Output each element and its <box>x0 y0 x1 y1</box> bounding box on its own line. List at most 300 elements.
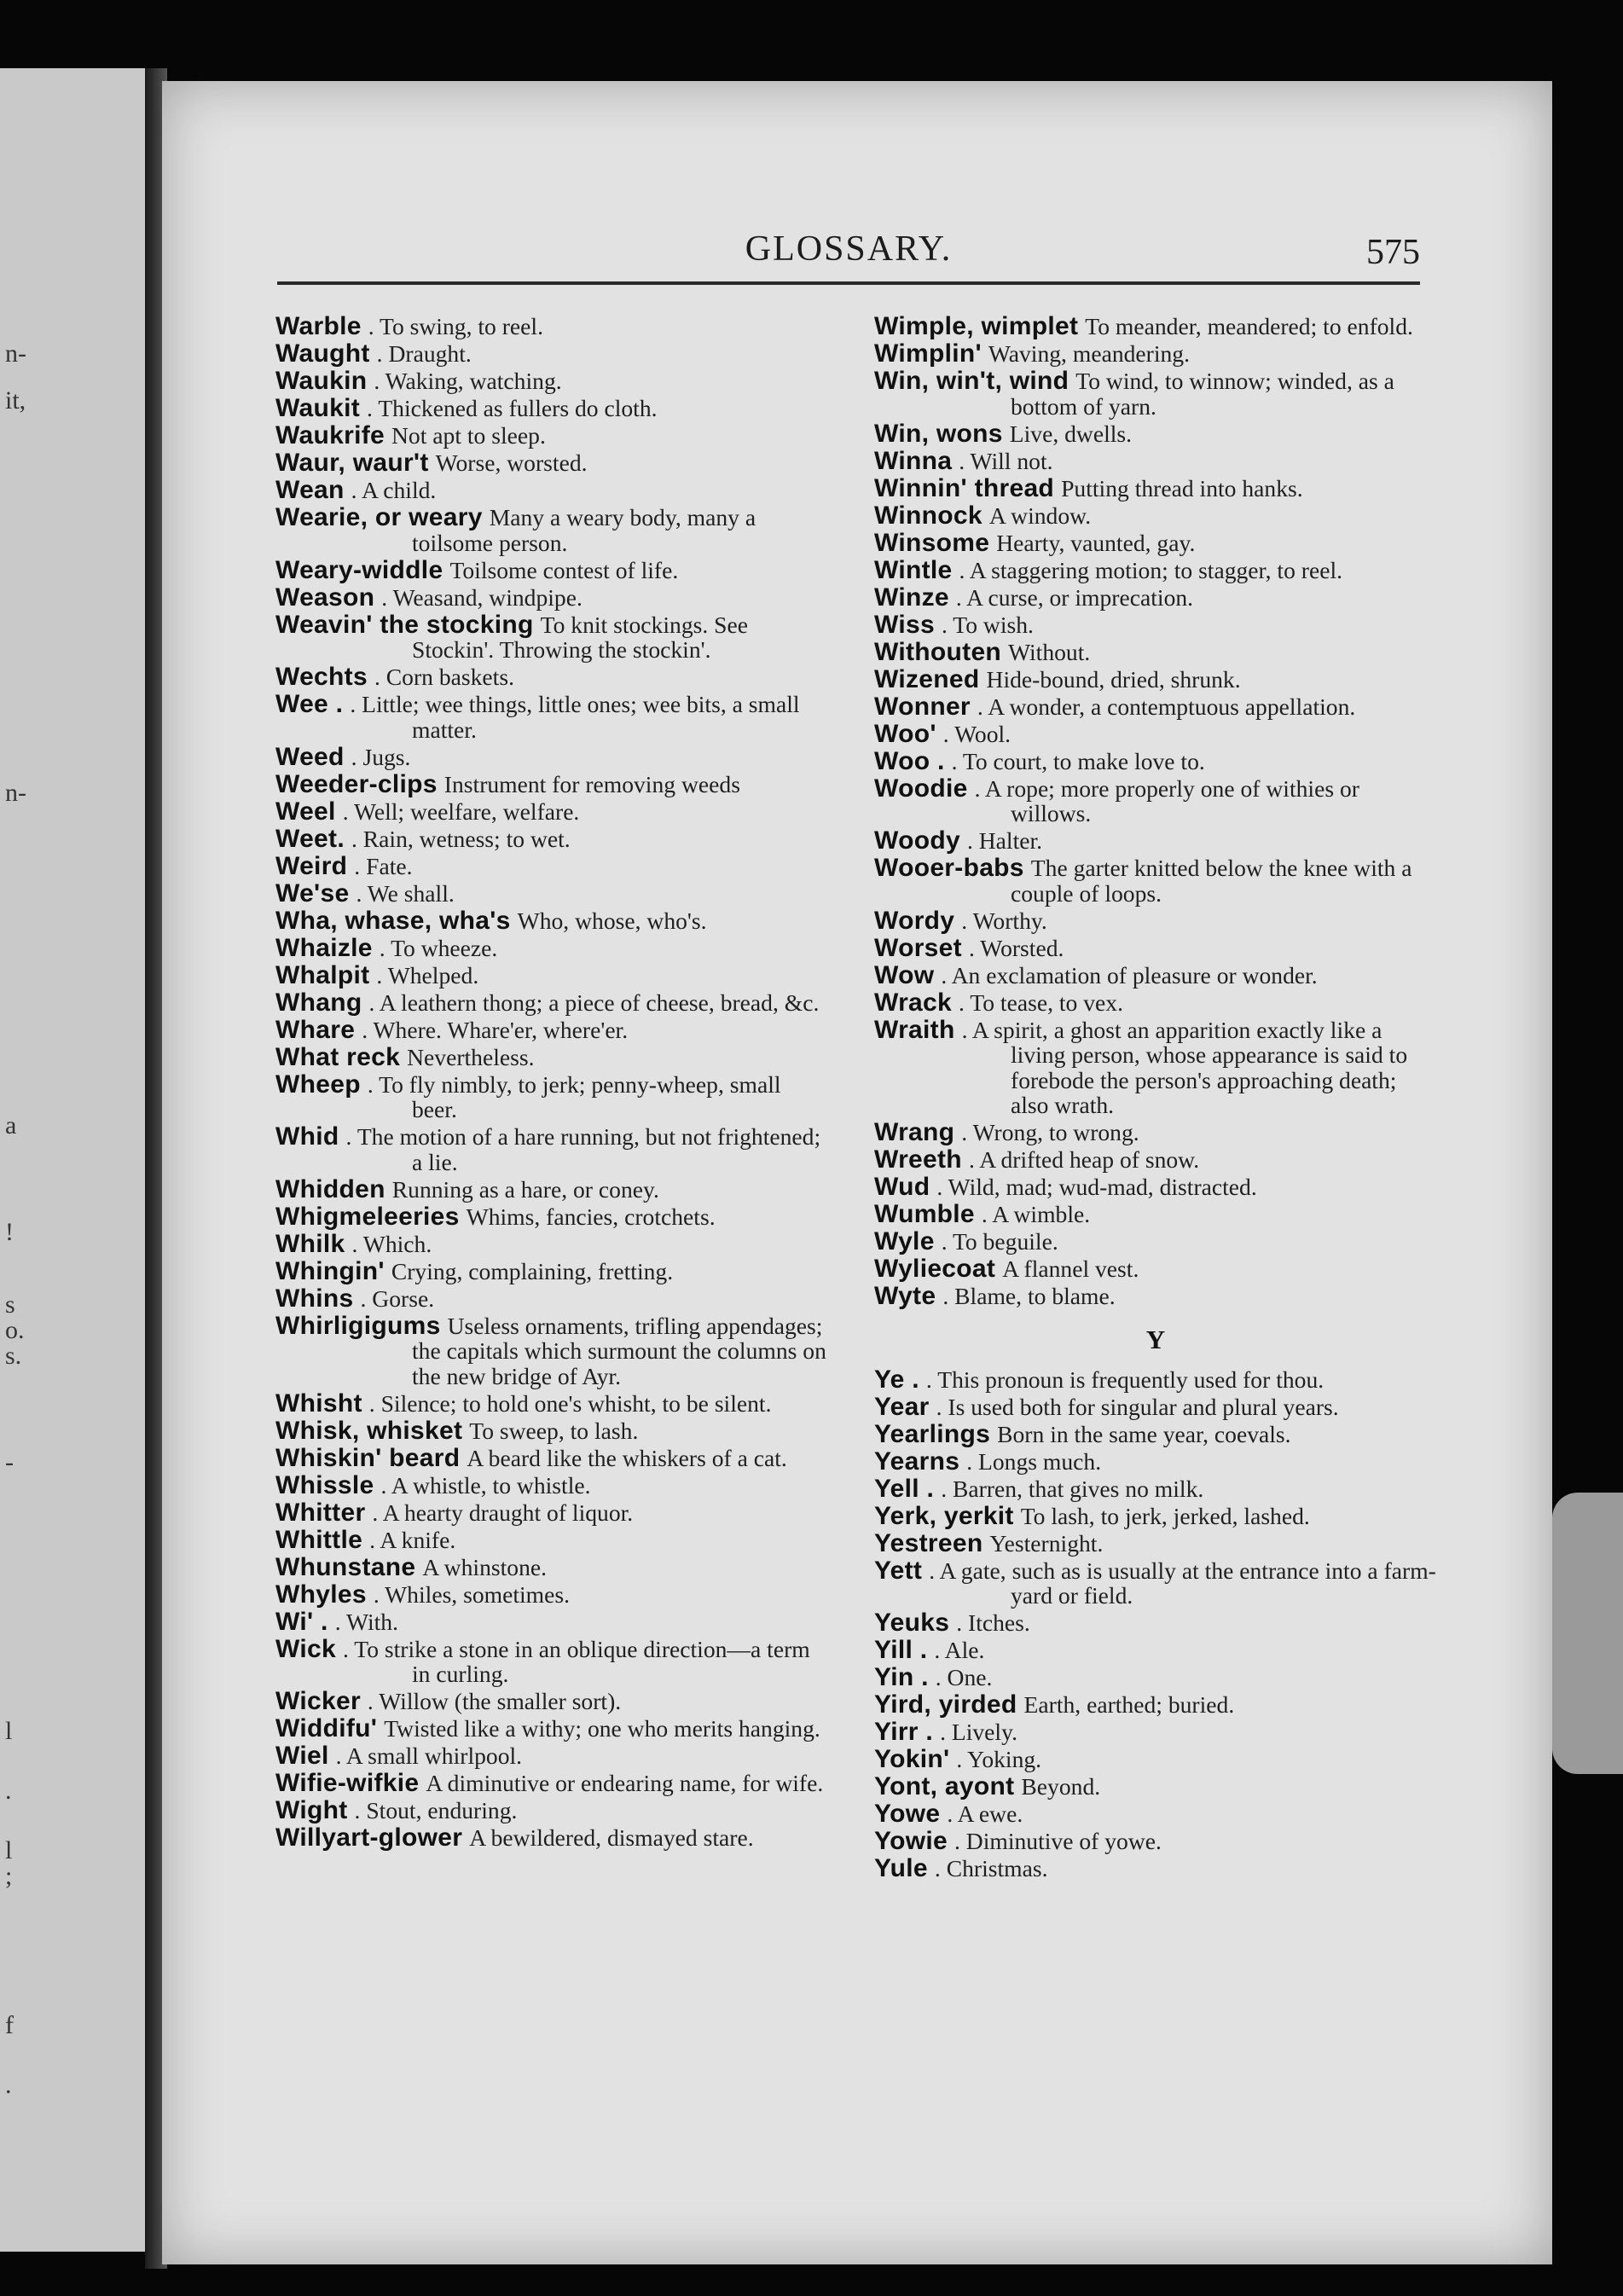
definition: . Silence; to hold one's whisht, to be silent. <box>368 1389 772 1417</box>
glossary-entry <box>874 1394 1437 1420</box>
section-heading-y: Y <box>1145 1324 1166 1354</box>
definition: Live, dwells. <box>1009 420 1133 447</box>
headword: Whaizle <box>275 933 373 962</box>
definition: . To fly nimbly, to jerk; penny-wheep, small beer. <box>367 1070 781 1122</box>
definition: . This pronoun is frequently used for thou. <box>925 1365 1324 1393</box>
next-page-edge <box>1552 1493 1623 1774</box>
definition: Whims, fancies, crotchets. <box>466 1203 716 1230</box>
glossary-entry <box>874 528 1437 557</box>
definition: . With. <box>334 1608 398 1635</box>
glossary-entry <box>874 1774 1437 1800</box>
definition: . Worsted. <box>968 934 1064 961</box>
glossary-entry <box>874 1229 1437 1255</box>
facing-page-fragment: o. <box>5 1316 25 1344</box>
glossary-entry <box>874 1801 1437 1827</box>
headword: Wha, whase, wha's <box>275 906 511 935</box>
headword: Wifie-wifkie <box>275 1769 420 1797</box>
definition: . A leathern thong; a piece of cheese, bread, &c. <box>368 989 820 1016</box>
headword: Yird, yirded <box>874 1690 1017 1719</box>
glossary-entry <box>874 612 1437 638</box>
definition: . Wild, mad; wud-mad, distracted. <box>936 1174 1257 1200</box>
definition: . A wonder, a contemptuous appellation. <box>977 693 1356 720</box>
definition: Many a weary body, many a toilsome person. <box>412 504 756 556</box>
definition: Worse, worsted. <box>435 449 588 476</box>
glossary-entry <box>275 1286 830 1312</box>
glossary-entry <box>874 314 1437 339</box>
glossary-entry <box>275 1500 830 1526</box>
definition: . A wimble. <box>981 1201 1091 1227</box>
definition: Without. <box>1008 638 1091 665</box>
headword: Wight <box>275 1796 348 1824</box>
headword: Woodie <box>874 774 968 803</box>
glossary-entry <box>874 585 1437 611</box>
glossary-entry <box>874 1719 1437 1745</box>
glossary-entry <box>874 960 1437 989</box>
definition: . Ale. <box>934 1637 985 1663</box>
glossary-entry <box>275 1174 830 1203</box>
definition: . A knife. <box>369 1526 456 1553</box>
headword: Winze <box>874 583 949 612</box>
glossary-entry <box>874 421 1437 447</box>
headword: Whid <box>275 1122 339 1151</box>
headword: Worset <box>874 933 962 962</box>
headword: Win, win't, wind <box>874 367 1069 395</box>
glossary-entry <box>874 1665 1437 1690</box>
headword: Wrang <box>874 1118 955 1146</box>
definition: . Is used both for singular and plural years. <box>936 1393 1339 1420</box>
glossary-entry <box>275 1256 830 1285</box>
glossary-entry <box>275 1229 830 1258</box>
glossary-entry <box>275 990 830 1016</box>
glossary-entry <box>275 878 830 907</box>
glossary-entry <box>874 1015 1437 1118</box>
definition: . To tease, to vex. <box>959 989 1123 1016</box>
definition: . A ewe. <box>947 1800 1023 1827</box>
definition: Toilsome contest of life. <box>449 556 679 583</box>
headword: Yule <box>874 1854 928 1882</box>
definition: The garter knitted below the knee with a couple of loops. <box>1011 855 1412 907</box>
definition: Useless ornaments, trifling appendages; the capitals which surmount the columns on the new bridge of Ayr. <box>412 1312 826 1389</box>
glossary-entry <box>275 1716 830 1742</box>
glossary-entry <box>874 719 1437 748</box>
definition: . A curse, or imprecation. <box>955 583 1194 611</box>
definition: . To beguile. <box>941 1228 1058 1255</box>
y-entries <box>874 1367 1437 1881</box>
glossary-entry <box>874 933 1437 962</box>
definition: . Stout, enduring. <box>354 1797 518 1823</box>
headword: Wordy <box>874 906 955 935</box>
definition: To wind, to winnow; winded, as a bottom of yarn. <box>1011 368 1394 420</box>
definition: To knit stockings. See Stockin'. Throwing the stockin'. <box>412 611 748 663</box>
definition: . A gate, such as is usually at the entrance into a farm-yard or field. <box>929 1557 1436 1609</box>
definition: Beyond. <box>1021 1773 1101 1800</box>
headword: Wicker <box>275 1687 361 1715</box>
headword: Yowie <box>874 1827 948 1855</box>
glossary-entry <box>874 368 1437 419</box>
glossary-entry <box>275 826 830 852</box>
headword: Winna <box>874 446 953 475</box>
definition: . To court, to make love to. <box>951 747 1205 774</box>
facing-page-fragment: . <box>5 1777 12 1805</box>
glossary-entry <box>874 746 1437 775</box>
headword: Wiss <box>874 610 935 639</box>
definition: . Weasand, windpipe. <box>381 583 583 611</box>
headword: Whalpit <box>275 960 370 989</box>
headword: Weason <box>275 583 375 612</box>
glossary-column-right <box>874 314 1437 1883</box>
definition: . Lively. <box>940 1719 1017 1745</box>
glossary-entry <box>874 1367 1437 1393</box>
headword: Yokin' <box>874 1745 950 1773</box>
definition: . To strike a stone in an oblique direction—a term in curling. <box>342 1635 810 1687</box>
headword: Wrack <box>874 988 953 1017</box>
headword: Wraith <box>874 1015 955 1044</box>
definition: . A hearty draught of liquor. <box>372 1499 634 1526</box>
glossary-entry <box>275 799 830 825</box>
headword: Woo . <box>874 746 945 775</box>
definition: Crying, complaining, fretting. <box>391 1257 674 1284</box>
definition: . Fate. <box>354 852 413 879</box>
glossary-entry <box>275 396 830 421</box>
definition: . Gorse. <box>360 1284 435 1312</box>
facing-page-fragment: s <box>5 1290 15 1319</box>
glossary-entry <box>275 612 830 663</box>
definition: . Corn baskets. <box>374 664 514 690</box>
glossary-entry <box>275 769 830 798</box>
glossary-entry <box>275 1582 830 1608</box>
headword: Waukit <box>275 394 361 422</box>
glossary-entry <box>874 1202 1437 1227</box>
headword: Wimplin' <box>874 339 982 368</box>
glossary-entry <box>874 1476 1437 1502</box>
glossary-entry <box>874 908 1437 934</box>
headword: Weed <box>275 742 345 771</box>
facing-page-fragment: n- <box>5 339 26 368</box>
headword: Waukrife <box>275 421 385 449</box>
headword: Whare <box>275 1015 356 1044</box>
glossary-entry <box>275 1689 830 1714</box>
glossary-entry <box>874 1501 1437 1530</box>
definition: . To swing, to reel. <box>368 313 543 339</box>
headword: Weary-widdle <box>275 555 443 584</box>
headword: Whittle <box>275 1525 363 1554</box>
headword: Weird <box>275 851 348 880</box>
headword: Whitter <box>275 1498 366 1527</box>
definition: Twisted like a withy; one who merits hanging. <box>384 1715 820 1742</box>
headword: Whisk, whisket <box>275 1416 463 1445</box>
running-head <box>277 229 1420 280</box>
definition: . One. <box>935 1664 993 1690</box>
definition: . Diminutive of yowe. <box>954 1828 1162 1854</box>
header-rule <box>277 281 1420 285</box>
headword: Waught <box>275 339 370 368</box>
glossary-entry <box>275 1825 830 1851</box>
glossary-entry <box>275 585 830 611</box>
headword: Yill . <box>874 1636 928 1664</box>
headword: What reck <box>275 1042 401 1071</box>
headword: Whilk <box>275 1229 345 1258</box>
glossary-entry <box>275 368 830 394</box>
glossary-entry <box>275 692 830 742</box>
headword: Wechts <box>275 663 368 691</box>
definition: . Which. <box>351 1230 432 1257</box>
definition: . A staggering motion; to stagger, to reel. <box>959 556 1343 583</box>
glossary-entry <box>275 1391 830 1417</box>
headword: Wreeth <box>874 1145 962 1174</box>
glossary-entry <box>874 1174 1437 1200</box>
glossary-entry <box>275 505 830 555</box>
headword: Win, wons <box>874 419 1003 448</box>
glossary-entry <box>275 1634 830 1687</box>
headword: Withouten <box>874 637 1002 666</box>
glossary-entry <box>275 1443 830 1472</box>
headword: Yearns <box>874 1447 960 1476</box>
glossary-entry <box>874 555 1437 584</box>
definition: . Wrong, to wrong. <box>961 1119 1139 1145</box>
glossary-entry <box>275 341 830 367</box>
definition: . Jugs. <box>351 743 411 770</box>
glossary-entry <box>874 990 1437 1016</box>
definition: . Itches. <box>956 1609 1030 1636</box>
glossary-entry <box>874 341 1437 367</box>
headword: Whiskin' beard <box>275 1443 461 1472</box>
definition: . We shall. <box>356 879 455 907</box>
headword: Whissle <box>275 1470 374 1499</box>
facing-page-fragment: it, <box>5 386 26 415</box>
headword: Wheep <box>275 1070 361 1099</box>
definition: . Whelped. <box>376 961 479 989</box>
definition: Who, whose, who's. <box>517 907 707 934</box>
glossary-entry <box>874 1610 1437 1636</box>
headword: Whins <box>275 1284 354 1313</box>
glossary-entry <box>275 1015 830 1044</box>
headword: Whang <box>275 988 362 1017</box>
headword: Yell . <box>874 1474 935 1503</box>
glossary-entry <box>874 473 1437 502</box>
definition: . A whistle, to whistle. <box>380 1471 591 1499</box>
headword: Wi' . <box>275 1607 328 1636</box>
definition: . Barren, that gives no milk. <box>941 1475 1204 1502</box>
definition: . A rope; more properly one of withies or willows. <box>974 774 1359 826</box>
headword: Weeder-clips <box>275 769 438 798</box>
headword: Year <box>874 1392 930 1421</box>
definition: . The motion of a hare running, but not frightened; a lie. <box>345 1123 821 1175</box>
glossary-entry <box>874 1528 1437 1557</box>
glossary-entry <box>874 637 1437 666</box>
definition: Born in the same year, coevals. <box>997 1420 1291 1447</box>
definition: Hearty, vaunted, gay. <box>996 529 1196 556</box>
headword: Wee . <box>275 690 344 718</box>
glossary-entry <box>874 1256 1437 1282</box>
definition: . A drifted heap of snow. <box>968 1146 1200 1173</box>
definition: Yesternight. <box>989 1529 1104 1557</box>
w-entries <box>874 314 1437 1309</box>
page-title: GLOSSARY. <box>745 229 953 269</box>
glossary-entry <box>275 1771 830 1796</box>
headword: Wintle <box>874 555 953 584</box>
definition: . Christmas. <box>934 1855 1048 1881</box>
glossary-entry <box>874 1692 1437 1718</box>
definition: . Blame, to blame. <box>942 1283 1116 1309</box>
headword: Wyle <box>874 1227 935 1255</box>
glossary-entry <box>275 1124 830 1174</box>
headword: Wizened <box>874 664 980 693</box>
glossary-entry <box>874 694 1437 720</box>
glossary-entry <box>874 776 1437 826</box>
glossary-entry <box>275 555 830 584</box>
definition: . Longs much. <box>966 1447 1102 1475</box>
definition: Instrument for removing weeds <box>443 770 740 797</box>
headword: Willyart-glower <box>275 1823 463 1852</box>
headword: Waur, waur't <box>275 449 429 477</box>
glossary-entry <box>275 1204 830 1230</box>
facing-page-fragment: l <box>5 1836 13 1864</box>
definition: Hide-bound, dried, shrunk. <box>986 665 1241 693</box>
headword: Yeuks <box>874 1609 950 1637</box>
glossary-entry <box>275 423 830 449</box>
headword: Woody <box>874 826 960 855</box>
definition: . Willow (the smaller sort). <box>367 1688 622 1714</box>
definition: Putting thread into hanks. <box>1061 474 1303 502</box>
facing-page-fragment: - <box>5 1448 14 1476</box>
facing-page-fragment: s. <box>5 1342 22 1370</box>
headword: Yett <box>874 1556 923 1585</box>
headword: Winnin' thread <box>874 473 1055 502</box>
definition: Running as a hare, or coney. <box>391 1175 659 1203</box>
definition: Nevertheless. <box>407 1043 535 1070</box>
glossary-entry <box>275 1609 830 1635</box>
definition: . Draught. <box>376 340 472 367</box>
glossary-entry <box>874 828 1437 854</box>
facing-page-fragment: l <box>5 1717 13 1745</box>
facing-page-fragment: f <box>5 2011 14 2039</box>
definition: . Yoking. <box>956 1746 1042 1772</box>
headword: Widdifu' <box>275 1714 378 1742</box>
glossary-entry <box>275 851 830 880</box>
glossary-entry <box>275 742 830 771</box>
definition: . Rain, wetness; to wet. <box>351 825 571 852</box>
headword: Yerk, yerkit <box>874 1501 1014 1530</box>
definition: To sweep, to lash. <box>469 1417 639 1444</box>
headword: Wick <box>275 1634 336 1663</box>
headword: Wean <box>275 476 345 504</box>
glossary-entry <box>874 1829 1437 1854</box>
headword: Wyte <box>874 1282 936 1310</box>
headword: Whyles <box>275 1580 367 1609</box>
definition: . A spirit, a ghost an apparition exactly like a living person, whose appearance is said to forebode the person's approaching death; also wrath. <box>961 1016 1408 1118</box>
headword: Woo' <box>874 719 936 748</box>
facing-page-fragment: . <box>5 2071 12 2099</box>
glossary-entry <box>874 1449 1437 1475</box>
glossary-entry <box>275 1042 830 1071</box>
definition: A window. <box>988 502 1092 529</box>
headword: Wiel <box>275 1742 329 1770</box>
glossary-entry <box>874 1284 1437 1309</box>
definition: . Will not. <box>959 447 1053 474</box>
definition: . Worthy. <box>961 907 1047 934</box>
glossary-entry <box>275 1798 830 1823</box>
headword: Whisht <box>275 1389 362 1418</box>
definition: . Waking, watching. <box>374 368 562 394</box>
glossary-entry <box>275 1313 830 1389</box>
definition: . Thickened as fullers do cloth. <box>367 395 658 421</box>
headword: Waukin <box>275 367 368 395</box>
definition: To meander, meandered; to enfold. <box>1085 313 1413 339</box>
headword: Whunstane <box>275 1552 416 1581</box>
glossary-entry <box>874 664 1437 693</box>
glossary-entry <box>275 933 830 962</box>
definition: . Whiles, sometimes. <box>373 1580 571 1608</box>
definition: Waving, meandering. <box>988 340 1191 367</box>
headword: Weel <box>275 797 336 826</box>
definition: . Where. Whare'er, where'er. <box>362 1016 629 1043</box>
glossary-entry <box>275 478 830 503</box>
definition: A whinstone. <box>422 1553 548 1580</box>
glossary-entry <box>874 1558 1437 1609</box>
definition: A beard like the whiskers of a cat. <box>467 1444 787 1471</box>
headword: Winnock <box>874 501 982 530</box>
headword: We'se <box>275 878 350 907</box>
glossary-entry <box>874 1856 1437 1881</box>
headword: Wonner <box>874 692 971 721</box>
facing-page-fragment: ; <box>5 1862 13 1890</box>
definition: A diminutive or endearing name, for wife. <box>426 1770 824 1796</box>
headword: Wearie, or weary <box>275 503 483 531</box>
headword: Wumble <box>874 1200 975 1228</box>
glossary-entry <box>275 1470 830 1499</box>
definition: To lash, to jerk, jerked, lashed. <box>1020 1502 1310 1529</box>
headword: Winsome <box>874 528 990 557</box>
headword: Wud <box>874 1173 930 1201</box>
definition: . Well; weelfare, welfare. <box>342 797 580 825</box>
definition: Earth, earthed; buried. <box>1023 1691 1235 1718</box>
glossary-entry <box>874 503 1437 529</box>
glossary-entry <box>275 664 830 690</box>
headword: Yin . <box>874 1663 929 1691</box>
headword: Yont, ayont <box>874 1772 1015 1800</box>
glossary-entry <box>275 1552 830 1581</box>
definition: A flannel vest. <box>1002 1255 1139 1282</box>
headword: Whidden <box>275 1174 385 1203</box>
headword: Wyliecoat <box>874 1255 996 1283</box>
glossary-entry <box>275 908 830 934</box>
definition: Not apt to sleep. <box>391 422 546 449</box>
glossary-entry <box>874 855 1437 906</box>
headword: Yestreen <box>874 1528 983 1557</box>
glossary-entry <box>275 1072 830 1122</box>
definition: . Halter. <box>966 827 1043 854</box>
headword: Whigmeleeries <box>275 1202 460 1231</box>
glossary-entry <box>275 314 830 339</box>
headword: Whirligigums <box>275 1311 441 1340</box>
glossary-entry <box>874 1419 1437 1448</box>
glossary-entry <box>874 446 1437 475</box>
definition: . Little; wee things, little ones; wee bits, a small matter. <box>350 691 800 743</box>
glossary-entry <box>874 1747 1437 1772</box>
glossary-entry <box>275 960 830 989</box>
definition: . Wool. <box>942 720 1011 747</box>
headword: Wow <box>874 960 935 989</box>
definition: . A child. <box>351 477 437 503</box>
definition: . To wish. <box>941 611 1034 638</box>
facing-page-fragment: ! <box>5 1218 14 1246</box>
headword: Wimple, wimplet <box>874 312 1079 340</box>
headword: Yowe <box>874 1800 941 1828</box>
facing-page-fragment: n- <box>5 779 26 807</box>
definition: . An exclamation of pleasure or wonder. <box>941 961 1318 989</box>
facing-page-fragment: a <box>5 1111 17 1139</box>
glossary-column-left <box>275 314 830 1852</box>
